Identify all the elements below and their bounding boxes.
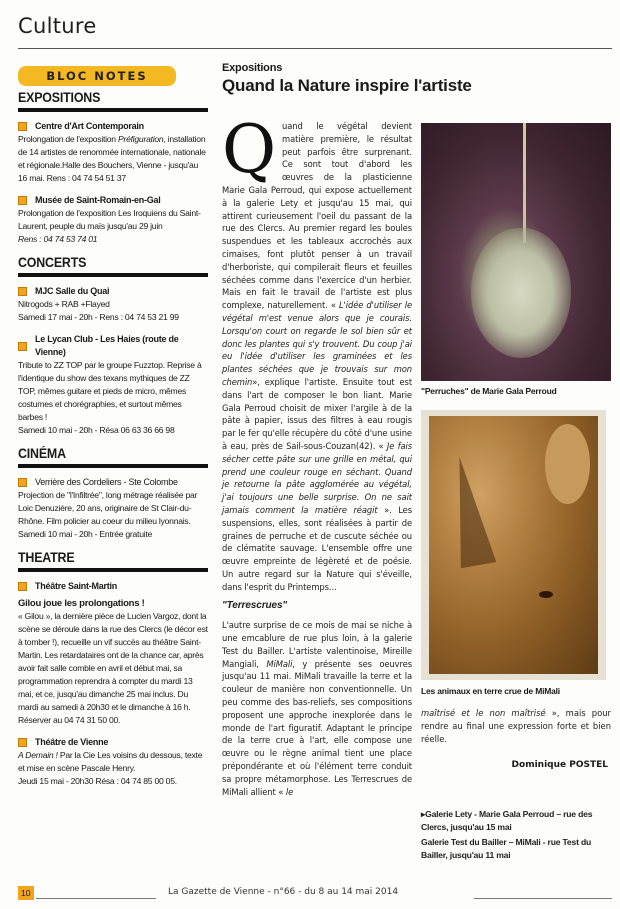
listing-entry bbox=[18, 285, 208, 324]
page-number: 10 bbox=[18, 886, 34, 900]
photo-rhino bbox=[421, 410, 606, 680]
bloc-notes-title: BLOC NOTES bbox=[18, 66, 176, 86]
listing-venue: Musée de Saint-Romain-en-Gal bbox=[35, 195, 161, 205]
photo-detail bbox=[539, 591, 553, 598]
article-body-end bbox=[421, 707, 611, 745]
listing-venue: Verrière des Cordeliers - Ste Colombe bbox=[35, 477, 178, 487]
article-headline: Quand la Nature inspire l'artiste bbox=[222, 76, 472, 95]
article-byline: Dominique POSTEL bbox=[511, 760, 608, 770]
listing-venue: MJC Salle du Quai bbox=[35, 286, 110, 296]
listing-entry bbox=[18, 580, 208, 727]
body-text: », explique l'artiste. Ensuite tout est dans l'art de composer le bon liant. Marie Gala Perroud choisit de mixer l'argile à de la pâte à papier, issus des filtres à eau rougis par le fer qu'elle récupère du côté d'une usine à eau, près de Sail-sous-Couzan(42). « bbox=[222, 376, 412, 451]
listing-entry bbox=[18, 736, 208, 788]
body-text: », mais pour rendre au final une expression forte et bien réelle. bbox=[421, 708, 611, 744]
listing-subtitle: Gilou joue les prolongations ! bbox=[18, 598, 145, 609]
listing-text: Par la Cie Les voisins du dessous, texte et mise en scène Pascale Henry. bbox=[18, 750, 203, 773]
photo-caption: Les animaux en terre crue de MiMali bbox=[421, 686, 560, 696]
listing-venue: Théâtre Saint-Martin bbox=[35, 581, 118, 591]
info-line: Galerie Test du Bailler – MiMali - rue Test du Bailler, jusqu'au 11 mai bbox=[421, 837, 592, 860]
bullet-square-icon bbox=[18, 582, 27, 591]
bullet-square-icon bbox=[18, 196, 27, 205]
category-divider bbox=[18, 273, 208, 277]
quote-text: L'idée d'utiliser le végétal m'est venue alors que je courais. Lorsqu'on court on regarde le sol bien sûr et donc les plantes qui s'y trouvent. Du coup j'ai eu l'idée d'utiliser les graminées et les plantes séchées que je trouvais sur mon chemin bbox=[222, 300, 412, 387]
listing-text: Nitrogods + RAB +Flayed bbox=[18, 299, 110, 309]
listing-text: Prolongation de l'exposition Les Iroquiens du Saint-Laurent, peuple du maïs jusqu'au 29 juin bbox=[18, 208, 201, 231]
info-line: ▸Galerie Lety - Marie Gala Perroud – rue des Clercs, jusqu'au 15 mai bbox=[421, 809, 593, 832]
listing-date: Jeudi 15 mai - 20h30 Résa : 04 74 85 00 05. bbox=[18, 776, 177, 786]
body-text: L'autre surprise de ce mois de mai se niche à une emcablure de rue plus loin, à la galerie Test du Bailler. L'artiste valentinoise, Mireille Mangiali, bbox=[222, 620, 412, 669]
footer-text: La Gazette de Vienne - n°66 - du 8 au 14 mai 2014 bbox=[168, 887, 399, 897]
listing-rens: Rens : 04 74 53 74 01 bbox=[18, 234, 98, 244]
listing-entry bbox=[18, 194, 208, 246]
listing-text-italic: Préfiguration bbox=[117, 134, 164, 144]
footer-divider bbox=[36, 898, 156, 899]
bullet-square-icon bbox=[18, 478, 27, 487]
listing-entry bbox=[18, 120, 208, 185]
body-text-italic: maîtrisé et le non maîtrisé bbox=[421, 708, 546, 718]
listing-entry bbox=[18, 476, 208, 541]
body-text: ». Les suspensions, elles, sont réalisées à partir de graines de perruche et de cuscute séchée ou de clématite sauvage. L'ensemble offre une œuvre empreinte de légèreté et de poésie. Un autre regard sur la Nature qui s'éveille, dans l'esprit du Printemps... bbox=[222, 504, 412, 592]
article-subhead: "Terrescrues" bbox=[222, 600, 288, 612]
listing-date: Samedi 17 mai - 20h - Rens : 04 74 53 21 99 bbox=[18, 312, 179, 322]
body-text: , y présente ses oeuvres jusqu'au 11 mai. MiMali travaille la terre et la couleur de manière non conventionnelle. Un peu comme des bas-reliefs, ses compositions proposent une approche inexplorée dans le monde de l'art figuratif. Adaptant le principe de la terre crue à l'art, elle compose une œuvre ou le règne animal tient une place prépondérante et où l'élément terre conduit sa propre métamorphose. Les Terrescrues de MiMali allient « bbox=[222, 658, 413, 797]
photo-artwork bbox=[429, 416, 598, 674]
body-text-italic: MiMali bbox=[266, 658, 293, 669]
bullet-square-icon bbox=[18, 287, 27, 296]
listing-text: , installation de 14 artistes de renommée internationale, nationale et régionale.Halle des Bouchers, Vienne - jusqu'au 16 mai. Rens : 04 74 54 51 37 bbox=[18, 134, 206, 183]
category-heading: THEATRE bbox=[18, 550, 75, 565]
listing-entry bbox=[18, 333, 208, 437]
listing-venue: Centre d'Art Contemporain bbox=[35, 121, 144, 131]
category-divider bbox=[18, 464, 208, 468]
listing-text: « Gilou », la dernière pièce de Lucien Vargoz, dont la scène se déroule dans la rue des Clercs (le décor est à tomber !), recueille un vif succès au théâtre Saint-Martin. Les retardataires ont de la chance car, après avoir fait salle comble en avril et début mai, sa programmation reprendra à compter du mardi 13 mai, et ce, jusqu'au dimanche 25 mai inclus. Du mardi au samedi à 20h30 et le dimanche à 16 h. Réserver au 04 74 31 50 00. bbox=[18, 611, 208, 725]
bullet-square-icon bbox=[18, 122, 27, 131]
section-title: Culture bbox=[18, 14, 97, 38]
category-heading: CONCERTS bbox=[18, 255, 87, 270]
article-body bbox=[222, 111, 413, 804]
category-heading: CINÉMA bbox=[18, 446, 66, 461]
dropcap: Q bbox=[222, 111, 277, 188]
listing-venue: Théâtre de Vienne bbox=[35, 737, 109, 747]
category-divider bbox=[18, 108, 208, 112]
photo-caption: "Perruches" de Marie Gala Perroud bbox=[421, 386, 557, 396]
listing-text-italic: A Demain ! bbox=[18, 750, 58, 760]
photo-detail bbox=[545, 424, 590, 504]
article-infos bbox=[421, 808, 611, 864]
top-divider bbox=[18, 48, 612, 49]
listing-date: Samedi 10 mai - 20h - Entrée gratuite bbox=[18, 529, 153, 539]
photo-detail bbox=[471, 228, 571, 358]
footer-divider bbox=[474, 898, 612, 899]
category-divider bbox=[18, 568, 208, 572]
quote-text: Je fais sécher cette pâte sur une grille en métal, qui prend une couleur rouge en séchant. Quand je retourne la pâte agglomérée au végétal, j'ai toujours une belle surprise. On ne sait jamais comment la matière réagit bbox=[222, 440, 413, 515]
listing-date: Samedi 10 mai - 20h - Résa 06 63 36 66 98 bbox=[18, 425, 175, 435]
listing-text: Prolongation de l'exposition bbox=[18, 134, 118, 144]
listing-text: Projection de "l'Infiltrée", long métrage réalisée par Loic Denuzière, 20 ans, originaire de St Clair-du-Rhône. Film policier au coeur du milieu lyonnais. bbox=[18, 490, 198, 526]
bullet-square-icon bbox=[18, 738, 27, 747]
photo-detail bbox=[442, 454, 497, 569]
bloc-notes bbox=[18, 66, 208, 797]
listing-venue: Le Lycan Club - Les Haies (route de Vienne) bbox=[35, 334, 179, 357]
listing-text: Tribute to ZZ TOP par le groupe Fuzztop. Reprise à l'identique du show des texans mythiques de ZZ TOP, mêmes guitare et pieds de micro, mêmes costumes et chorégraphies, et surtout mêmes barbes ! bbox=[18, 360, 202, 422]
photo-perruches bbox=[421, 123, 611, 381]
category-heading: EXPOSITIONS bbox=[18, 90, 101, 105]
bullet-square-icon bbox=[18, 342, 27, 351]
body-text-italic: le bbox=[285, 786, 294, 797]
body-text: uand le végétal devient matière première, le résultat peut parfois être surprenant. Ce sont tout d'abord les œuvres de la plasticienne Marie Gala Perroud, qui expose actuellement à la galerie Lety et jusqu'au 15 mai, qui attirent curieusement l'oeil du passant de la rue des Clercs. Au premier regard les boules suspendues et les tableaux accrochés aux cimaises, font plutôt penser à un travail d'herboriste, qui compilerait fleurs et feuilles séchées comme dans l'exercice d'un herbier. Mais en fait le travail de l'artiste est plus complexe, naturellement. « bbox=[222, 121, 412, 311]
photo-detail bbox=[523, 123, 526, 243]
article-kicker: Expositions bbox=[222, 62, 283, 74]
